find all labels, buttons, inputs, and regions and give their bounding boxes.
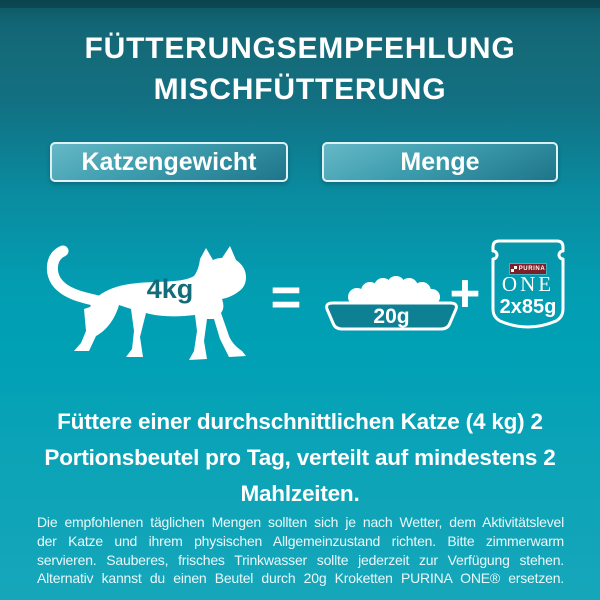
recommendation-text	[0, 404, 600, 512]
disclaimer-line-3: servieren. Sauberes, frisches Trinkwasser sollte jederzeit zur Verfügung stehen.	[37, 551, 564, 568]
disclaimer-line-1: Die empfohlenen täglichen Mengen sollten sich je nach Wetter, dem Aktivitätslevel	[37, 514, 564, 530]
cat-weight-header-button[interactable]	[50, 142, 288, 182]
recommendation-line-2: Portionsbeutel pro Tag, verteilt auf mindestens 2	[44, 445, 556, 470]
page-title	[0, 28, 600, 110]
amount-header-label: Menge	[400, 147, 480, 176]
title-line-2: MISCHFÜTTERUNG	[153, 73, 447, 106]
bowl-amount-value: 20g	[373, 305, 410, 328]
purina-brand-label: PURINA	[518, 266, 546, 272]
one-product-label: ONE	[501, 272, 555, 296]
disclaimer-text	[37, 513, 564, 588]
cat-weight-value: 4kg	[146, 274, 194, 304]
recommendation-line-3: Mahlzeiten.	[240, 481, 360, 506]
disclaimer-line-4: Alternativ kannst du einen Beutel durch 20g Kroketten PURINA ONE® ersetzen.	[37, 570, 564, 587]
food-bowl-icon	[324, 268, 459, 331]
recommendation-line-1: Füttere einer durchschnittlichen Katze (4 kg) 2	[57, 409, 543, 434]
cat-weight-header-label: Katzengewicht	[81, 147, 257, 176]
top-shade-band	[0, 0, 600, 8]
title-line-1: FÜTTERUNGSEMPFEHLUNG	[84, 32, 516, 65]
plus-sign: +	[449, 264, 481, 323]
disclaimer-line-2: der Katze und ihrem physischen Allgemeinzustand richten. Bitte zimmerwarm	[37, 532, 564, 549]
pouch-amount-value: 2x85g	[499, 296, 557, 318]
equals-sign: =	[270, 268, 302, 327]
amount-header-button[interactable]	[322, 142, 558, 182]
food-pouch-icon	[486, 238, 570, 336]
